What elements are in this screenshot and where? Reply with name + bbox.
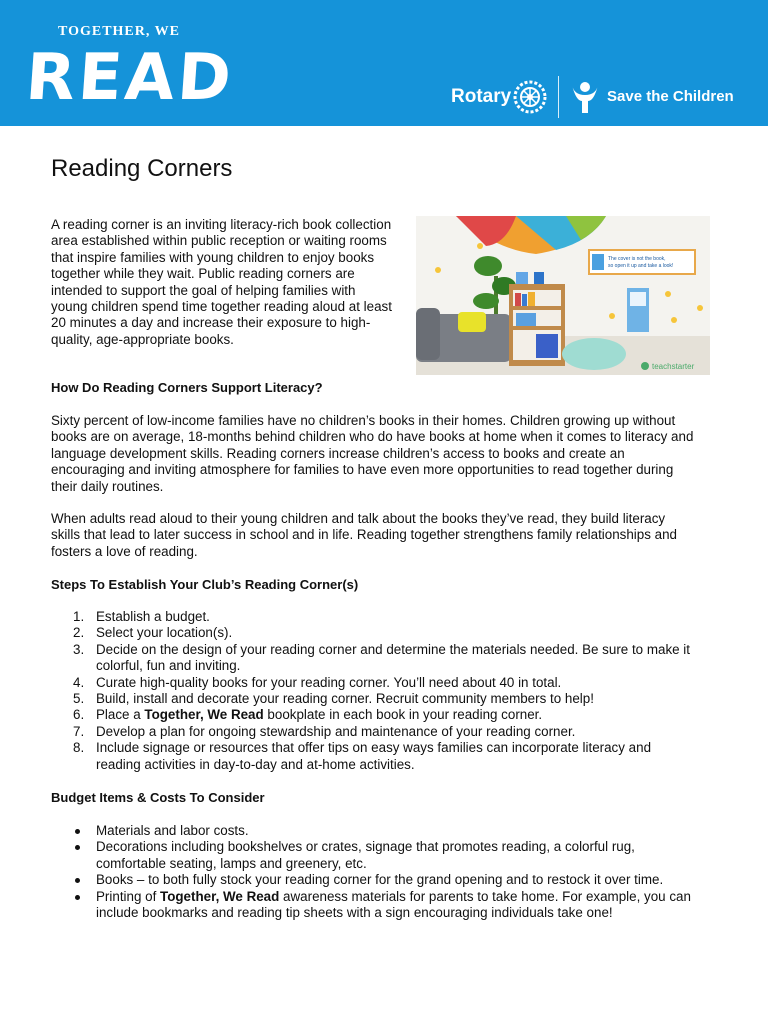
- text-line: Sixty percent of low-income families have no children’s books in their homes. Children growing up without: [51, 413, 676, 428]
- budget-item: [51, 889, 731, 922]
- item-text: [96, 889, 731, 905]
- step-item: [51, 625, 731, 641]
- header-banner: [0, 0, 768, 126]
- step-number: 4.: [73, 674, 85, 690]
- step-number: 7.: [73, 723, 85, 739]
- budget-list: [51, 823, 731, 921]
- item-text-part: Curate high-quality books for your reading corner. You’ll need about 40 in total.: [96, 674, 562, 690]
- photo-sign-text-2: so open it up and take a look!: [608, 263, 674, 269]
- item-text-part: Decide on the design of your reading corner and determine the materials needed. Be sure to make it: [96, 641, 691, 657]
- text-line: skills that lead to later success in school and in life. Reading together strengthens family relationships and: [51, 527, 677, 543]
- text-line: encouraging and inviting atmosphere for families to have even more opportunities to read together during: [51, 462, 674, 478]
- text-line: together while they wait. Public reading corners are: [51, 266, 355, 282]
- text-line: intended to support the goal of helping families with: [51, 282, 356, 298]
- item-text: [96, 625, 731, 641]
- item-text-continued: include bookmarks and reading tip sheets with a sign encouraging individuals take one!: [96, 905, 613, 921]
- step-number: 5.: [73, 691, 85, 707]
- item-text: [96, 823, 731, 839]
- text-line: their daily routines.: [51, 478, 164, 494]
- step-number: 3.: [73, 641, 85, 657]
- item-text: [96, 740, 731, 756]
- text-line: books are on average, 18-months behind children who do have books at home when it comes to literacy and: [51, 429, 694, 445]
- item-text-part: Establish a budget.: [96, 609, 210, 624]
- step-item: [51, 675, 731, 691]
- rotary-wheel-icon: [512, 79, 548, 115]
- literacy-paragraph-1: [51, 413, 731, 495]
- text-line: that inspire families with young children to enjoy books: [51, 249, 375, 265]
- item-bold-text: Together, We Read: [144, 707, 264, 723]
- page-title: Reading Corners: [51, 155, 233, 182]
- text-line: quality, age-appropriate books.: [51, 331, 234, 347]
- item-text-continued: comfortable seating, lamps and greenery, etc.: [96, 855, 367, 871]
- item-text-continued: colorful, fun and inviting.: [96, 658, 241, 674]
- item-text-part: bookplate in each book in your reading corner.: [263, 707, 543, 723]
- item-text-part: awareness materials for parents to take home. For example, you can: [279, 888, 691, 904]
- heading-budget: Budget Items & Costs To Consider: [51, 790, 265, 805]
- item-text: [96, 839, 731, 855]
- text-line: 20 minutes a day and increase their exposure to high-: [51, 315, 371, 331]
- step-number: 1.: [73, 609, 85, 624]
- item-text-continued: reading activities in day-to-day and at-home activities.: [96, 756, 415, 772]
- item-text-part: Select your location(s).: [96, 625, 233, 641]
- logo-divider: [558, 76, 559, 118]
- literacy-paragraph-2: [51, 511, 731, 560]
- budget-item: [51, 823, 731, 839]
- step-item: [51, 724, 731, 740]
- bullet-icon: [75, 829, 80, 834]
- step-number: 2.: [73, 625, 85, 641]
- step-item: [51, 740, 731, 773]
- step-number: 6.: [73, 707, 85, 723]
- text-line: fosters a love of reading.: [51, 543, 198, 559]
- tagline: TOGETHER, WE: [58, 24, 180, 39]
- step-item: [51, 707, 731, 723]
- item-text: [96, 642, 731, 658]
- text-line: When adults read aloud to their young children and talk about the books they’ve read, they build literacy: [51, 511, 666, 526]
- read-wordmark: READ: [23, 41, 237, 115]
- save-the-children-icon: [568, 79, 602, 115]
- photo-brand: teachstarter: [652, 362, 695, 371]
- heading-steps: Steps To Establish Your Club’s Reading Corner(s): [51, 577, 359, 592]
- step-item: [51, 642, 731, 675]
- budget-item: [51, 872, 731, 888]
- save-the-children-label: Save the Children: [607, 88, 734, 105]
- bullet-icon: [75, 895, 80, 900]
- item-text-part: Decorations including bookshelves or crates, signage that promotes reading, a colorful rug,: [96, 839, 635, 855]
- step-item: [51, 691, 731, 707]
- item-text-part: Develop a plan for ongoing stewardship and maintenance of your reading corner.: [96, 723, 576, 739]
- text-line: area established within public reception or waiting rooms: [51, 233, 387, 249]
- bullet-icon: [75, 878, 80, 883]
- item-text-part: Place a: [96, 707, 145, 723]
- item-text-part: Build, install and decorate your reading corner. Recruit community members to help!: [96, 691, 594, 707]
- item-text-part: Materials and labor costs.: [96, 823, 249, 838]
- item-text-part: Printing of: [96, 888, 161, 904]
- item-text: [96, 724, 731, 740]
- photo-sign-text-1: The cover is not the book,: [608, 256, 666, 262]
- reading-corner-photo: [416, 216, 710, 375]
- text-line: language development skills. Reading corners increase children’s access to books and create an: [51, 445, 625, 461]
- item-text: [96, 872, 731, 888]
- steps-list: [51, 609, 731, 773]
- item-text: [96, 691, 731, 707]
- item-text-part: Books – to both fully stock your reading corner for the grand opening and to restock it over time.: [96, 872, 664, 888]
- budget-item: [51, 839, 731, 872]
- item-text: [96, 609, 731, 625]
- step-number: 8.: [73, 740, 85, 756]
- item-text: [96, 675, 731, 691]
- heading-support-literacy: How Do Reading Corners Support Literacy?: [51, 380, 323, 395]
- item-text-part: Include signage or resources that offer tips on easy ways families can incorporate literacy and: [96, 740, 652, 756]
- text-line: A reading corner is an inviting literacy-rich book collection: [51, 217, 392, 232]
- item-bold-text: Together, We Read: [160, 888, 280, 904]
- step-item: [51, 609, 731, 625]
- intro-paragraph: [51, 217, 411, 348]
- item-text: [96, 707, 731, 723]
- bullet-icon: [75, 845, 80, 850]
- text-line: young children spend time together reading aloud at least: [51, 299, 392, 315]
- rotary-label: Rotary: [451, 86, 512, 107]
